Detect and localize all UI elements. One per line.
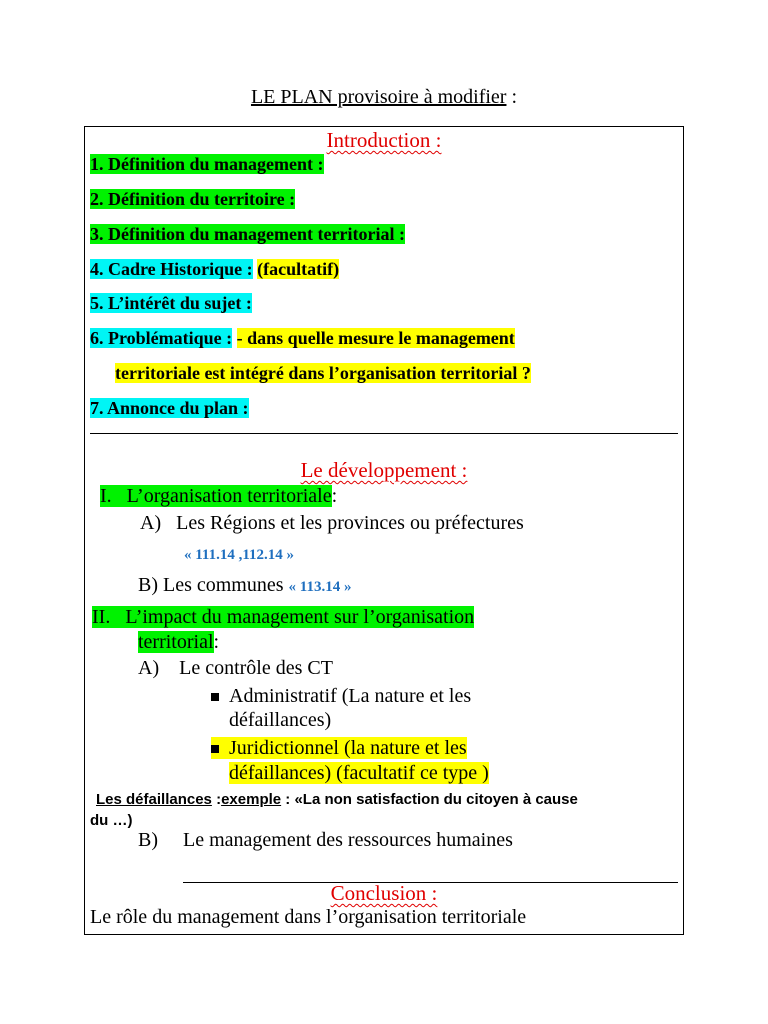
intro-item-2: 2. Définition du territoire : [90,189,296,209]
bullet-square-icon [211,745,219,753]
conclusion-heading: Conclusion : [330,881,438,905]
bullet-juridictionnel-line2: défaillances) (facultatif ce type ) [229,762,489,784]
intro-item-4: 4. Cadre Historique : (facultatif) [90,259,340,279]
part-1-b-ref: « 113.14 » [288,579,352,595]
intro-item-1: 1. Définition du management : [90,154,324,174]
conclusion-text: Le rôle du management dans l’organisation territoriale [90,906,527,928]
part-1-title: I. L’organisation territoriale: [100,485,338,507]
part-2-title: II. L’impact du management sur l’organisation [92,606,475,628]
bullet-square-icon [211,693,219,701]
problematique-text-line2: territoriale est intégré dans l’organisation territorial ? [115,363,531,383]
defaillances-note-line2: du …) [90,812,133,829]
part-2-title-line2: territorial: [138,631,220,653]
intro-item-7: 7. Annonce du plan : [90,398,249,418]
part-1-b: B) Les communes « 113.14 » [138,574,352,596]
cadre-facultatif-note: (facultatif) [257,259,340,279]
part-1-a: A) Les Régions et les provinces ou préfectures [140,512,524,534]
defaillances-note: Les défaillances :exemple : «La non satisfaction du citoyen à cause [96,791,578,808]
intro-divider [90,433,678,434]
page-title-main: LE PLAN provisoire à modifier [250,86,507,108]
part-2-a: A) Le contrôle des CT [138,657,333,679]
part-2-b: B) Le management des ressources humaines [138,829,513,851]
bullet-administratif: Administratif (La nature et les [211,685,471,708]
intro-item-5: 5. L’intérêt du sujet : [90,293,252,313]
page-title [0,86,768,109]
bullet-juridictionnel: Juridictionnel (la nature et les [211,737,467,760]
part-1-a-ref: « 111.14 ,112.14 » [184,547,295,563]
intro-item-6: 6. Problématique : - dans quelle mesure le management [90,328,515,348]
problematique-text: - dans quelle mesure le management [236,328,515,348]
intro-item-3: 3. Définition du management territorial : [90,224,405,244]
developpement-heading: Le développement : [300,458,468,482]
introduction-heading: Introduction : [326,128,442,152]
bullet-administratif-line2: défaillances) [229,709,332,731]
page-title-suffix: : [506,86,518,108]
